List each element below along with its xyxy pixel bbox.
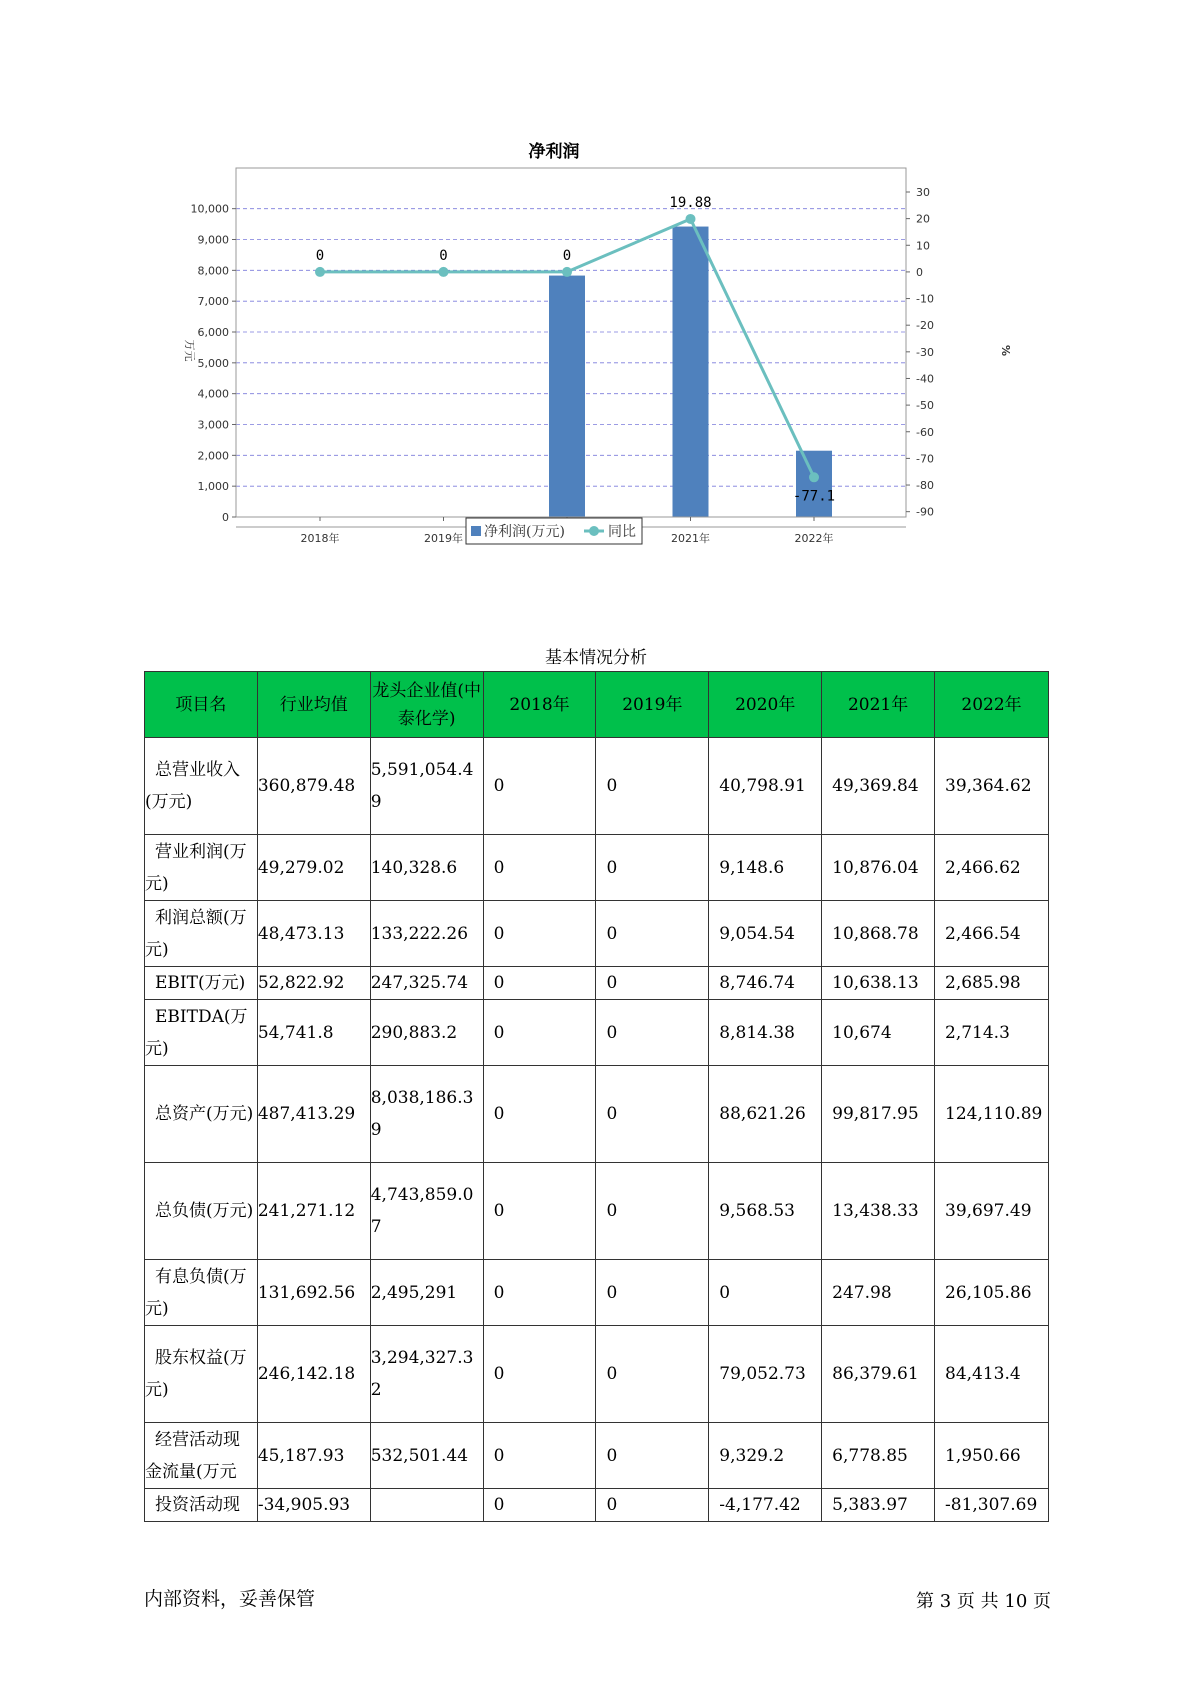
value-cell: 99,817.95: [822, 1066, 935, 1163]
value-cell: 0: [483, 1326, 596, 1423]
table-row: [145, 901, 1049, 967]
value-cell: 2,466.62: [935, 835, 1049, 901]
table-row: [145, 1066, 1049, 1163]
y-tick-label: 8,000: [197, 264, 229, 278]
row-label-cell: EBIT(万元): [145, 967, 258, 1000]
value-cell: 2,714.3: [935, 1000, 1049, 1066]
value-cell: 2,466.54: [935, 901, 1049, 967]
x-tick-label: 2018年: [300, 532, 340, 545]
value-cell: 0: [709, 1260, 822, 1326]
legend-bar-swatch: [471, 526, 481, 536]
value-cell: 9,568.53: [709, 1163, 822, 1260]
yoy-point: [439, 267, 449, 277]
header-cell: 2019年: [596, 672, 709, 738]
value-cell: 8,814.38: [709, 1000, 822, 1066]
footer-confidential-note: 内部资料，妥善保管: [144, 1588, 316, 1610]
value-cell: 2,685.98: [935, 967, 1049, 1000]
value-cell: 84,413.4: [935, 1326, 1049, 1423]
y-tick-label: 10,000: [190, 202, 229, 216]
value-cell: 0: [483, 1066, 596, 1163]
value-cell: -81,307.69: [935, 1489, 1049, 1522]
value-cell: 360,879.48: [257, 738, 370, 835]
legend-line-label: 同比: [608, 524, 636, 540]
bar-2021年: [673, 227, 709, 517]
y2-tick-label: -10: [916, 292, 934, 306]
yoy-point: [562, 267, 572, 277]
value-cell: 26,105.86: [935, 1260, 1049, 1326]
value-cell: 532,501.44: [370, 1423, 483, 1489]
value-cell: 0: [596, 1326, 709, 1423]
header-cell: 2018年: [483, 672, 596, 738]
value-cell: 10,868.78: [822, 901, 935, 967]
table-title: 基本情况分析: [545, 648, 647, 668]
y2-tick-label: 0: [916, 265, 923, 279]
yoy-point: [315, 267, 325, 277]
value-cell: 0: [596, 1260, 709, 1326]
row-label-cell: 利润总额(万元): [145, 901, 258, 967]
value-cell: 9,329.2: [709, 1423, 822, 1489]
y-tick-label: 0: [222, 511, 229, 524]
value-cell: 9,148.6: [709, 835, 822, 901]
yoy-data-label: -77.1: [792, 488, 836, 505]
value-cell: 6,778.85: [822, 1423, 935, 1489]
table-row: [145, 1260, 1049, 1326]
value-cell: 1,950.66: [935, 1423, 1049, 1489]
bar-2020年: [549, 276, 585, 517]
y-tick-label: 4,000: [197, 387, 229, 401]
value-cell: -34,905.93: [257, 1489, 370, 1522]
yoy-point: [809, 472, 819, 482]
value-cell: 79,052.73: [709, 1326, 822, 1423]
y2-tick-label: -60: [916, 425, 934, 439]
row-label-cell: 股东权益(万元): [145, 1326, 258, 1423]
y2-tick-label: -70: [916, 452, 934, 466]
net-profit-chart: [150, 130, 1050, 600]
y-tick-label: 1,000: [197, 480, 229, 494]
value-cell: 13,438.33: [822, 1163, 935, 1260]
value-cell: 4,743,859.07: [370, 1163, 483, 1260]
value-cell: 290,883.2: [370, 1000, 483, 1066]
value-cell: 246,142.18: [257, 1326, 370, 1423]
value-cell: 0: [596, 1000, 709, 1066]
yoy-data-label: 19.88: [669, 194, 712, 211]
value-cell: 3,294,327.32: [370, 1326, 483, 1423]
table-row: [145, 1489, 1049, 1522]
row-label-cell: 投资活动现: [145, 1489, 258, 1522]
value-cell: 0: [483, 835, 596, 901]
value-cell: 124,110.89: [935, 1066, 1049, 1163]
value-cell: -4,177.42: [709, 1489, 822, 1522]
value-cell: 39,697.49: [935, 1163, 1049, 1260]
table-row: [145, 835, 1049, 901]
y2-tick-label: -80: [916, 479, 934, 493]
x-tick-label: 2019年: [424, 532, 463, 545]
value-cell: 0: [483, 1423, 596, 1489]
value-cell: 49,279.02: [257, 835, 370, 901]
y-tick-label: 2,000: [197, 449, 229, 463]
yoy-data-label: 0: [439, 247, 448, 264]
value-cell: 0: [596, 738, 709, 835]
y2-tick-label: -50: [916, 399, 934, 413]
value-cell: 10,674: [822, 1000, 935, 1066]
value-cell: 9,054.54: [709, 901, 822, 967]
value-cell: 0: [596, 1423, 709, 1489]
legend-line-marker: [589, 526, 599, 536]
value-cell: 10,876.04: [822, 835, 935, 901]
y2-tick-label: -30: [916, 345, 934, 359]
value-cell: 0: [483, 1489, 596, 1522]
y-tick-label: 5,000: [197, 356, 229, 370]
yoy-data-label: 0: [562, 247, 572, 264]
yoy-point: [686, 214, 696, 224]
table-row: [145, 738, 1049, 835]
footer-page-number: 第 3 页 共 10 页: [916, 1591, 1051, 1612]
value-cell: 0: [596, 967, 709, 1000]
y-axis-label: 万元: [183, 339, 196, 362]
table-row: [145, 1423, 1049, 1489]
y2-axis-label: %: [999, 344, 1012, 357]
value-cell: 88,621.26: [709, 1066, 822, 1163]
header-cell: 龙头企业值(中泰化学): [370, 672, 483, 738]
row-label-cell: 总营业收入(万元): [145, 738, 258, 835]
value-cell: 0: [483, 1000, 596, 1066]
bar-2022年: [796, 451, 832, 517]
y-tick-label: 9,000: [197, 233, 229, 247]
value-cell: 39,364.62: [935, 738, 1049, 835]
y2-tick-label: 30: [916, 185, 930, 199]
row-label-cell: 总资产(万元): [145, 1066, 258, 1163]
row-label-cell: 经营活动现金流量(万元: [145, 1423, 258, 1489]
value-cell: 5,383.97: [822, 1489, 935, 1522]
value-cell: 0: [596, 1489, 709, 1522]
row-label-cell: 营业利润(万元): [145, 835, 258, 901]
row-label-cell: 总负债(万元): [145, 1163, 258, 1260]
value-cell: 2,495,291: [370, 1260, 483, 1326]
chart-title: 净利润: [528, 142, 580, 162]
value-cell: 0: [596, 901, 709, 967]
value-cell: 0: [483, 1163, 596, 1260]
value-cell: 0: [483, 901, 596, 967]
value-cell: 0: [596, 1066, 709, 1163]
value-cell: 140,328.6: [370, 835, 483, 901]
y2-tick-label: 20: [916, 212, 930, 226]
value-cell: 48,473.13: [257, 901, 370, 967]
table-row: [145, 1000, 1049, 1066]
x-tick-label: 2021年: [671, 532, 710, 545]
table-row: [145, 967, 1049, 1000]
value-cell: 247,325.74: [370, 967, 483, 1000]
value-cell: 86,379.61: [822, 1326, 935, 1423]
table-row: [145, 1163, 1049, 1260]
value-cell: 247.98: [822, 1260, 935, 1326]
value-cell: 487,413.29: [257, 1066, 370, 1163]
value-cell: 45,187.93: [257, 1423, 370, 1489]
value-cell: 8,038,186.39: [370, 1066, 483, 1163]
basic-analysis-table: [144, 671, 1049, 1522]
value-cell: 0: [596, 1163, 709, 1260]
value-cell: 54,741.8: [257, 1000, 370, 1066]
value-cell: 0: [483, 967, 596, 1000]
value-cell: 5,591,054.49: [370, 738, 483, 835]
y-tick-label: 6,000: [197, 326, 229, 339]
legend-bar-label: 净利润(万元): [484, 524, 565, 540]
value-cell: 52,822.92: [257, 967, 370, 1000]
value-cell: [370, 1489, 483, 1522]
value-cell: 8,746.74: [709, 967, 822, 1000]
y-tick-label: 3,000: [197, 418, 229, 432]
header-cell: 项目名: [145, 672, 258, 738]
y-tick-label: 7,000: [197, 295, 229, 309]
value-cell: 49,369.84: [822, 738, 935, 835]
header-cell: 2021年: [822, 672, 935, 738]
y2-tick-label: -40: [916, 372, 934, 386]
value-cell: 40,798.91: [709, 738, 822, 835]
value-cell: 0: [596, 835, 709, 901]
row-label-cell: EBITDA(万元): [145, 1000, 258, 1066]
table-header-row: [145, 672, 1049, 738]
yoy-data-label: 0: [315, 247, 325, 264]
row-label-cell: 有息负债(万元): [145, 1260, 258, 1326]
y2-tick-label: 10: [916, 239, 930, 253]
y2-tick-label: -20: [916, 319, 934, 333]
y2-tick-label: -90: [916, 505, 934, 519]
header-cell: 2022年: [935, 672, 1049, 738]
value-cell: 241,271.12: [257, 1163, 370, 1260]
value-cell: 131,692.56: [257, 1260, 370, 1326]
header-cell: 2020年: [709, 672, 822, 738]
x-tick-label: 2022年: [794, 532, 834, 545]
table-row: [145, 1326, 1049, 1423]
value-cell: 0: [483, 1260, 596, 1326]
value-cell: 0: [483, 738, 596, 835]
value-cell: 10,638.13: [822, 967, 935, 1000]
header-cell: 行业均值: [257, 672, 370, 738]
value-cell: 133,222.26: [370, 901, 483, 967]
